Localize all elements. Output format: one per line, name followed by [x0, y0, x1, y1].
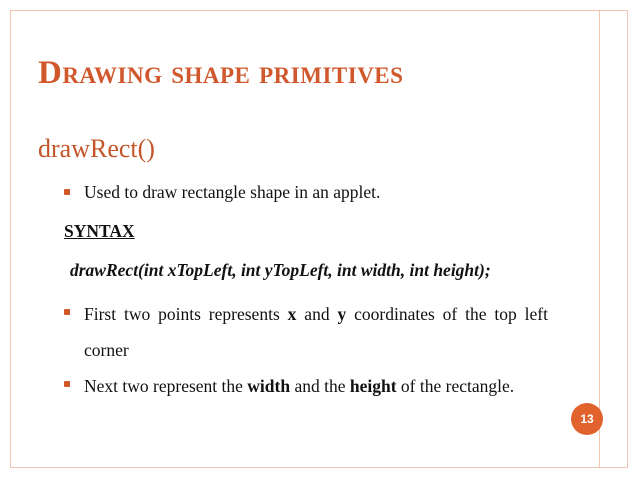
slide-subheading: drawRect() — [38, 134, 155, 163]
bullet-text-part: of the rectangle. — [396, 376, 515, 396]
bullet-text — [84, 296, 548, 368]
slide-title: Drawing shape primitives — [38, 55, 404, 91]
slide-border-right — [627, 10, 628, 468]
page-number-badge: 13 — [571, 403, 603, 435]
bullet-text-part: Next two represent the — [84, 376, 248, 396]
bullet-square-icon — [64, 381, 70, 387]
bold-term-y: y — [337, 304, 347, 324]
bullet-text — [84, 368, 548, 404]
bullet-text-part: First two points represents — [84, 304, 288, 324]
bold-term-x: x — [287, 304, 297, 324]
slide-border-top — [10, 10, 628, 11]
slide-divider-line — [599, 10, 600, 468]
slide-border-bottom — [10, 467, 628, 468]
bullet-text-part: coordinates of the top left corner — [84, 304, 548, 360]
bullet-text-part: and the — [290, 376, 350, 396]
bold-term-width: width — [247, 376, 291, 396]
bullet-text: Used to draw rectangle shape in an applet. — [84, 182, 381, 202]
code-line: drawRect(int xTopLeft, int yTopLeft, int width, int height); — [70, 260, 491, 280]
bullet-square-icon — [64, 189, 70, 195]
bullet-square-icon — [64, 309, 70, 315]
syntax-label: SYNTAX — [64, 221, 135, 241]
bullet-text-part: and — [296, 304, 338, 324]
bold-term-height: height — [349, 376, 397, 396]
slide-border-left — [10, 10, 11, 468]
